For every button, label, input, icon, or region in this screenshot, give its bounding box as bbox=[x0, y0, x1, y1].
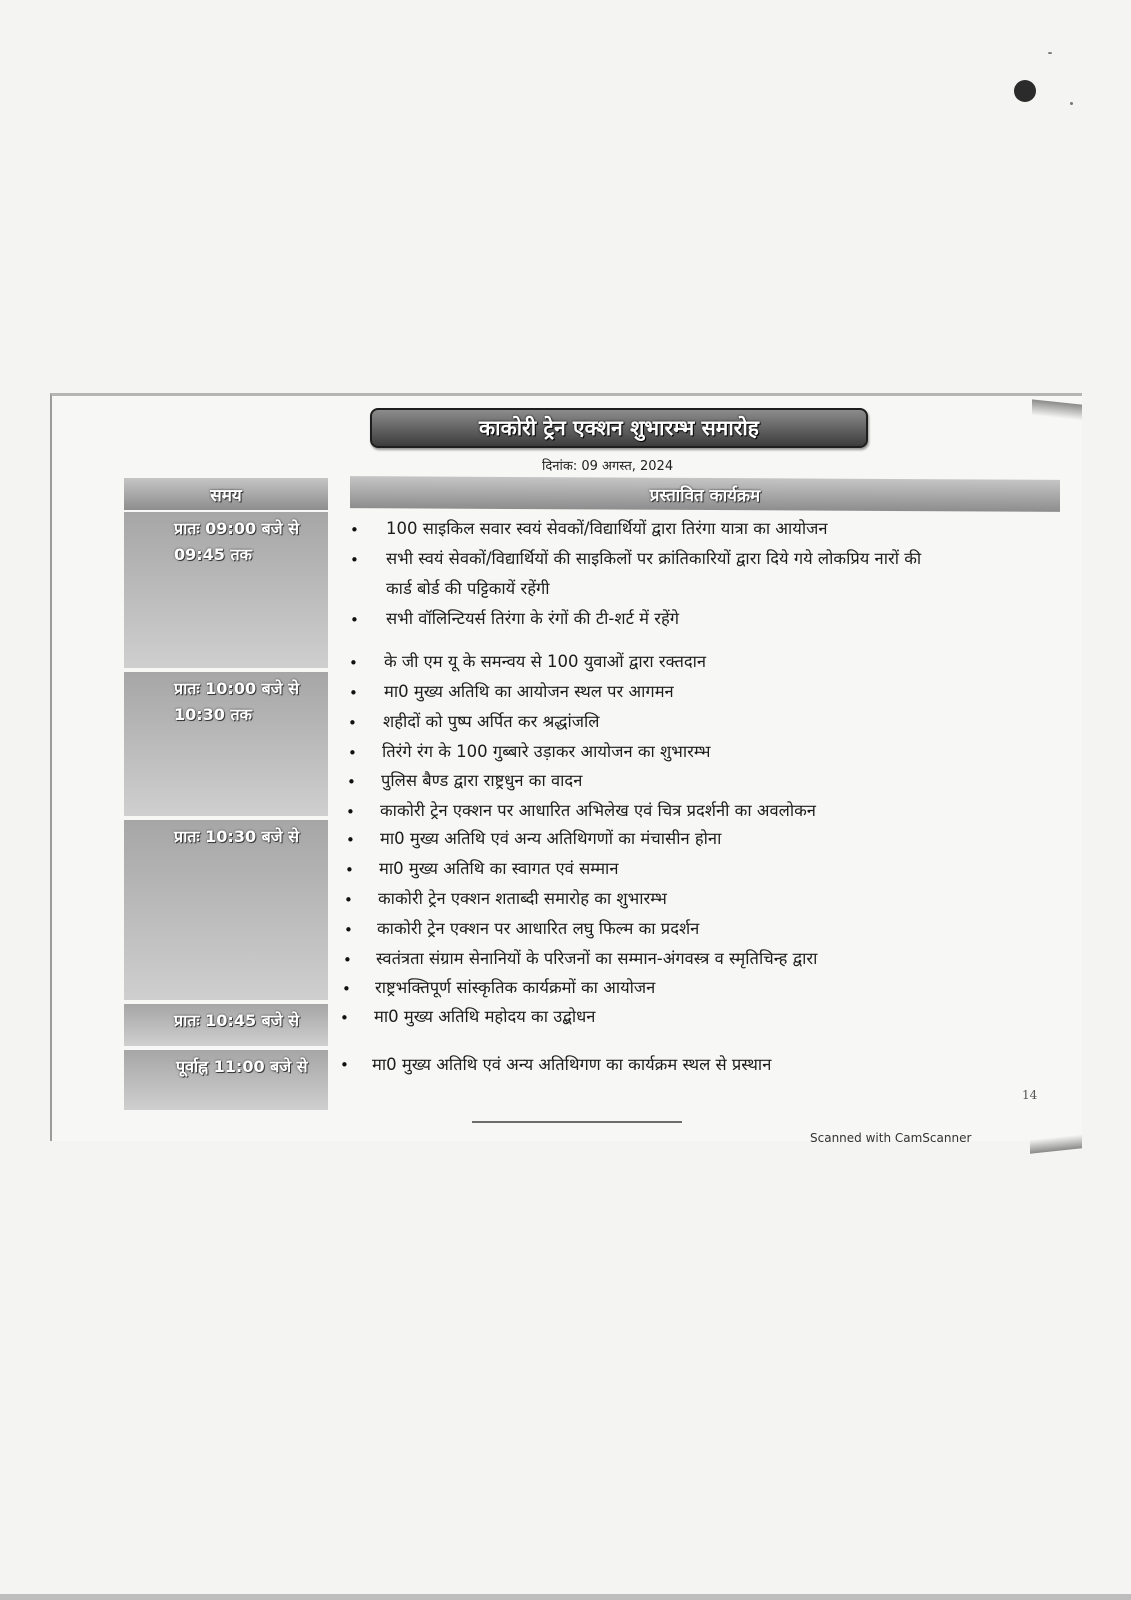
schedule-sheet bbox=[50, 393, 1082, 1141]
program-item-continuation: कार्ड बोर्ड की पट्टिकायें रहेंगी bbox=[386, 579, 550, 598]
program-item: 100 साइकिल सवार स्वयं सेवकों/विद्यार्थियों द्वारा तिरंगा यात्रा का आयोजन bbox=[386, 519, 828, 538]
punch-hole bbox=[1014, 80, 1036, 102]
time-slot: प्रातः 10:00 बजे से 10:30 तक bbox=[124, 672, 328, 818]
program-item: काकोरी ट्रेन एक्शन पर आधारित अभिलेख एवं चित्र प्रदर्शनी का अवलोकन bbox=[380, 801, 816, 820]
bullet-icon: • bbox=[343, 951, 352, 969]
page-number: 14 bbox=[1022, 1088, 1038, 1102]
program-item: काकोरी ट्रेन एक्शन शताब्दी समारोह का शुभारम्भ bbox=[378, 889, 667, 908]
program-item: काकोरी ट्रेन एक्शन पर आधारित लघु फिल्म का प्रदर्शन bbox=[377, 919, 700, 938]
time-column-header: समय bbox=[124, 478, 328, 510]
bullet-icon: • bbox=[342, 980, 351, 998]
scan-shadow bbox=[1032, 399, 1082, 420]
bullet-icon: • bbox=[344, 891, 353, 909]
program-item: सभी स्वयं सेवकों/विद्यार्थियों की साइकिलों पर क्रांतिकारियों द्वारा दिये गये लोकप्रिय नारों की bbox=[386, 549, 922, 568]
program-item: राष्ट्रभक्तिपूर्ण सांस्कृतिक कार्यक्रमों का आयोजन bbox=[375, 978, 656, 997]
bullet-icon: • bbox=[349, 654, 358, 672]
scan-shadow bbox=[1030, 1134, 1082, 1153]
event-title-banner: काकोरी ट्रेन एक्शन शुभारम्भ समारोह bbox=[370, 408, 868, 448]
bullet-icon: • bbox=[340, 1009, 349, 1027]
program-item: तिरंगे रंग के 100 गुब्बारे उड़ाकर आयोजन का शुभारम्भ bbox=[382, 742, 711, 761]
time-slot: पूर्वाह्न 11:00 बजे से bbox=[124, 1050, 328, 1112]
program-column-header: प्रस्तावित कार्यक्रम bbox=[350, 476, 1060, 512]
bullet-icon: • bbox=[346, 831, 355, 849]
event-date: दिनांक: 09 अगस्त, 2024 bbox=[542, 459, 674, 474]
program-item: मा0 मुख्य अतिथि का स्वागत एवं सम्मान bbox=[379, 859, 619, 878]
scan-speck bbox=[1048, 52, 1052, 54]
footer-divider bbox=[472, 1121, 682, 1123]
bullet-icon: • bbox=[347, 773, 356, 791]
time-slot: प्रातः 10:30 बजे से bbox=[124, 820, 328, 1002]
scan-speck bbox=[1070, 102, 1073, 105]
bullet-icon: • bbox=[345, 861, 354, 879]
bullet-icon: • bbox=[346, 803, 355, 821]
bullet-icon: • bbox=[350, 551, 359, 569]
program-item: मा0 मुख्य अतिथि महोदय का उद्बोधन bbox=[374, 1007, 596, 1026]
program-item: सभी वॉलिन्टियर्स तिरंगा के रंगों की टी-शर्ट में रहेंगे bbox=[386, 609, 680, 628]
bullet-icon: • bbox=[344, 921, 353, 939]
bullet-icon: • bbox=[350, 521, 359, 539]
bullet-icon: • bbox=[340, 1056, 349, 1074]
program-item: मा0 मुख्य अतिथि एवं अन्य अतिथिगणों का मंचासीन होना bbox=[380, 829, 722, 848]
time-slot: प्रातः 09:00 बजे से 09:45 तक bbox=[124, 512, 328, 670]
bullet-icon: • bbox=[350, 611, 359, 629]
bullet-icon: • bbox=[348, 744, 357, 762]
bullet-icon: • bbox=[348, 714, 357, 732]
program-item: पुलिस बैण्ड द्वारा राष्ट्रधुन का वादन bbox=[381, 771, 583, 790]
program-item: के जी एम यू के समन्वय से 100 युवाओं द्वारा रक्तदान bbox=[384, 652, 707, 671]
page-edge bbox=[0, 1594, 1131, 1600]
program-item: शहीदों को पुष्प अर्पित कर श्रद्धांजलि bbox=[383, 712, 600, 731]
time-slot: प्रातः 10:45 बजे से bbox=[124, 1004, 328, 1048]
scanner-watermark: Scanned with CamScanner bbox=[810, 1131, 972, 1145]
program-item: मा0 मुख्य अतिथि एवं अन्य अतिथिगण का कार्यक्रम स्थल से प्रस्थान bbox=[372, 1055, 772, 1074]
bullet-icon: • bbox=[349, 684, 358, 702]
program-item: स्वतंत्रता संग्राम सेनानियों के परिजनों का सम्मान-अंगवस्त्र व स्मृतिचिन्ह द्वारा bbox=[376, 949, 818, 968]
program-item: मा0 मुख्य अतिथि का आयोजन स्थल पर आगमन bbox=[384, 682, 674, 701]
